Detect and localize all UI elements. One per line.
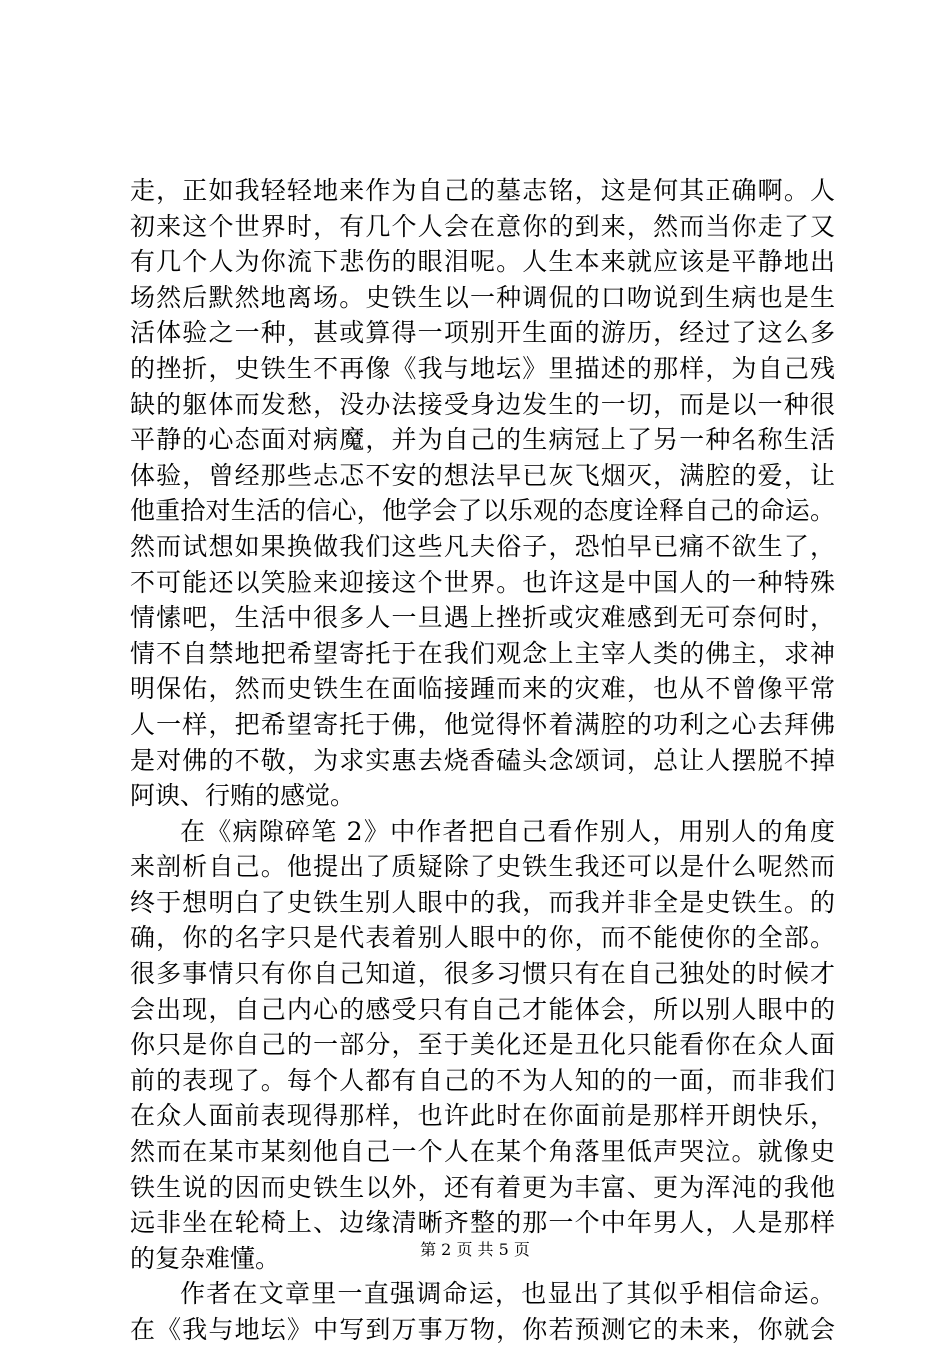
- text-line: 场然后默然地离场。史铁生以一种调侃的口吻说到生病也是生: [130, 282, 835, 312]
- body-text: [130, 173, 835, 1348]
- text-line: 明保佑，然而史铁生在面临接踵而来的灾难，也从不曾像平常: [130, 674, 835, 704]
- text-line: 你只是你自己的一部分，至于美化还是丑化只能看你在众人面: [130, 1030, 835, 1060]
- text-line: 活体验之一种，甚或算得一项别开生面的游历，经过了这么多: [130, 318, 835, 348]
- text-line: 的复杂难懂。: [130, 1243, 281, 1273]
- text-line: 在《病隙碎笔 2》中作者把自己看作别人，用别人的角度: [180, 816, 835, 846]
- text-line: 走，正如我轻轻地来作为自己的墓志铭，这是何其正确啊。人: [130, 176, 835, 205]
- text-line: 他重拾对生活的信心，他学会了以乐观的态度诠释自己的命运。: [130, 496, 835, 526]
- text-line: 铁生说的因而史铁生以外，还有着更为丰富、更为浑沌的我他: [130, 1172, 835, 1202]
- text-line: 来剖析自己。他提出了质疑除了史铁生我还可以是什么呢然而: [130, 852, 835, 882]
- text-line: 然而试想如果换做我们这些凡夫俗子，恐怕早已痛不欲生了，: [130, 531, 835, 561]
- text-line: 会出现，自己内心的感受只有自己才能体会，所以别人眼中的: [130, 994, 835, 1024]
- text-line: 终于想明白了史铁生别人眼中的我，而我并非全是史铁生。的: [130, 887, 835, 917]
- page-footer: 第 2 页 共 5 页: [420, 1240, 530, 1259]
- text-line: 在《我与地坛》中写到万事万物，你若预测它的未来，你就会: [130, 1315, 835, 1344]
- text-line: 人一样，把希望寄托于佛，他觉得怀着满腔的功利之心去拜佛: [130, 709, 835, 739]
- text-line: 然而在某市某刻他自己一个人在某个角落里低声哭泣。就像史: [130, 1137, 835, 1167]
- text-line: 平静的心态面对病魔，并为自己的生病冠上了另一种名称生活: [130, 425, 835, 455]
- text-line: 缺的躯体而发愁，没办法接受身边发生的一切，而是以一种很: [130, 389, 835, 419]
- text-line: 确，你的名字只是代表着别人眼中的你，而不能使你的全部。: [130, 923, 835, 953]
- text-line: 前的表现了。每个人都有自己的不为人知的的一面，而非我们: [130, 1065, 835, 1095]
- text-line: 情愫吧，生活中很多人一旦遇上挫折或灾难感到无可奈何时，: [130, 603, 835, 633]
- text-line: 的挫折，史铁生不再像《我与地坛》里描述的那样，为自己残: [130, 353, 835, 383]
- text-line: 初来这个世界时，有几个人会在意你的到来，然而当你走了又: [130, 211, 835, 241]
- text-line: 远非坐在轮椅上、边缘清晰齐整的那一个中年男人，人是那样: [130, 1208, 835, 1238]
- text-line: 作者在文章里一直强调命运，也显出了其似乎相信命运。: [180, 1279, 835, 1309]
- text-line: 阿谀、行贿的感觉。: [130, 781, 356, 811]
- text-line: 有几个人为你流下悲伤的眼泪呢。人生本来就应该是平静地出: [130, 247, 835, 277]
- text-line: 很多事情只有你自己知道，很多习惯只有在自己独处的时候才: [130, 959, 835, 989]
- text-line: 是对佛的不敬，为求实惠去烧香磕头念颂词，总让人摆脱不掉: [130, 745, 835, 775]
- text-line: 体验，曾经那些忐忑不安的想法早已灰飞烟灭，满腔的爱，让: [130, 460, 835, 490]
- text-line: 情不自禁地把希望寄托于在我们观念上主宰人类的佛主，求神: [130, 638, 835, 668]
- text-line: 不可能还以笑脸来迎接这个世界。也许这是中国人的一种特殊: [130, 567, 835, 597]
- text-line: 在众人面前表现得那样，也许此时在你面前是那样开朗快乐，: [130, 1101, 835, 1131]
